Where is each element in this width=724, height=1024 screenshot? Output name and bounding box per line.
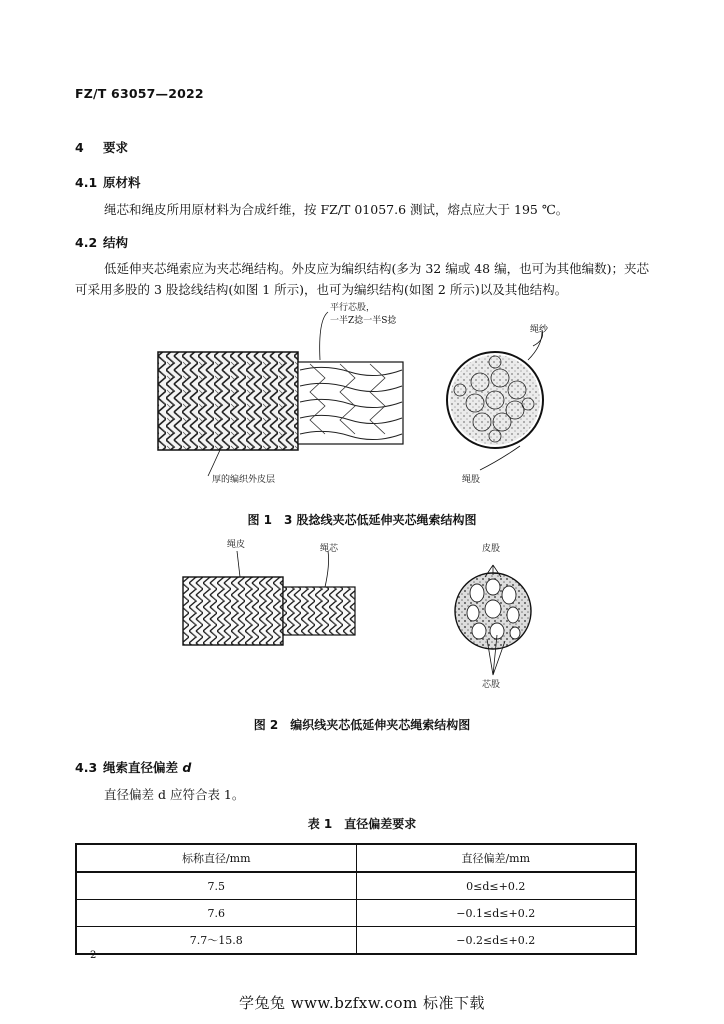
braided-core [283,587,355,635]
section-4-2-line2: 可采用多股的 3 股捻线结构(如图 1 所示)，也可为编织结构(如图 2 所示)以及其他结构。 [75,282,568,297]
table-row [76,900,636,927]
braided-jacket [158,352,298,450]
standard-number: FZ/T 63057—2022 [75,86,204,101]
section-number: 4.3 [75,760,98,775]
table-header-cell: 直径偏差/mm [356,844,636,872]
label-core-strand: 芯股 [482,680,501,690]
figure-2-caption: 图 2 编织线夹芯低延伸夹芯绳索结构图 [253,718,471,732]
section-4-3-text: 直径偏差 d 应符合表 1。 [104,787,245,802]
label-jacket: 厚的编织外皮层 [212,475,276,485]
table-1-caption: 表 1 直径偏差要求 [307,817,417,831]
section-4-2-line1: 低延伸夹芯绳索应为夹芯绳结构。外皮应为编织结构(多为 32 编或 48 编，也可为其他编数)；夹芯 [104,261,649,276]
table-cell: 7.6 [76,900,356,927]
page-number: 2 [90,950,97,961]
figure-1 [150,300,570,500]
table-cell: −0.2≤d≤+0.2 [356,927,636,955]
table-row [76,872,636,900]
label-core: 绳芯 [320,544,339,554]
figure-2-drawing [175,535,575,695]
section-4-heading [75,138,128,156]
section-4-2-heading [75,233,128,251]
footer-watermark: 学兔兔 www.bzfxw.com 标准下载 [238,994,486,1012]
figure-1-caption: 图 1 3 股捻线夹芯低延伸夹芯绳索结构图 [247,513,477,527]
table-header-row [76,844,636,872]
label-strand: 绳股 [462,475,481,485]
table-cell: 7.5 [76,872,356,900]
section-4-1-text: 绳芯和绳皮所用原材料为合成纤维，按 FZ/T 01057.6 测试，熔点应大于 195 ℃。 [104,202,569,217]
section-number: 4 [75,140,84,155]
label-sheath-strand: 皮股 [482,544,501,554]
section-4-3-heading [75,758,191,776]
braided-sheath [183,577,283,645]
table-cell: −0.1≤d≤+0.2 [356,900,636,927]
figure-2 [175,535,575,695]
section-title: 原材料 [103,175,141,190]
label-yarn: 绳纱 [530,325,549,335]
section-title: 结构 [103,235,129,250]
table-row [76,927,636,955]
section-4-1-heading [75,173,141,191]
figure-1-drawing [150,300,570,500]
label-sheath: 绳皮 [227,540,246,550]
label-twist: 一半Z捻一半S捻 [330,316,397,326]
section-title: 绳索直径偏差 [103,760,179,775]
table-header-cell: 标称直径/mm [76,844,356,872]
section-variable: d [182,760,192,775]
table-cell: 0≤d≤+0.2 [356,872,636,900]
table-cell: 7.7～15.8 [76,927,356,955]
section-number: 4.2 [75,235,98,250]
twisted-core [298,362,403,444]
table-1 [75,843,637,955]
label-parallel-core: 平行芯股， [330,303,376,313]
section-number: 4.1 [75,175,98,190]
section-title: 要求 [103,140,129,155]
